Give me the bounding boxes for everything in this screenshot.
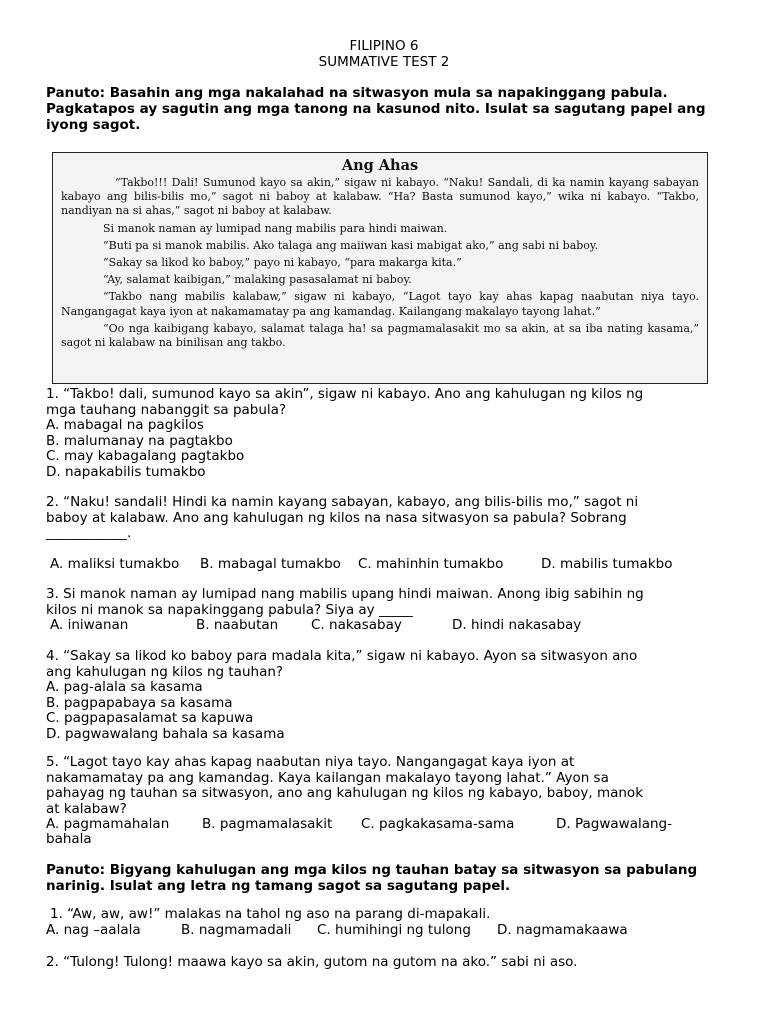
question-3 [46, 587, 726, 618]
answer-option-d: D. napakabilis tumakbo [46, 463, 206, 480]
story-paragraph: “Buti pa si manok mabilis. Ako talaga ang maiiwan kasi mabigat ako,” ang sabi ni baboy. [103, 238, 599, 252]
question-text: pahayag ng tauhan sa sitwasyon, ano ang kahulugan ng kilos ng kabayo, baboy, manok [46, 785, 644, 801]
answer-option-c: C. mahinhin tumakbo [358, 556, 504, 572]
question-text: 2. “Naku! sandali! Hindi ka namin kayang sabayan, kabayo, ang bilis-bilis mo,” sagot ni [46, 494, 639, 510]
story-title: Ang Ahas [341, 157, 419, 174]
answer-option-b: B. malumanay na pagtakbo [46, 432, 233, 449]
answer-option-b: B. nagmamadali [181, 922, 292, 938]
story-paragraph: “Takbo nang mabilis kalabaw,” sigaw ni kabayo, “Lagot tayo kay ahas kapag naabutan niya tayo. Nangangagat kaya iyon at nakamamatay pa ang kamandag. Kailangang makalayo tayong lahat.” [61, 290, 699, 318]
answer-option-b: B. pagmamalasakit [202, 816, 333, 832]
instructions-part2: Panuto: Bigyang kahulugan ang mga kilos ng tauhan batay sa sitwasyon sa pabulang narinig. Isulat ang letra ng tamang sagot sa sagutang papel. [46, 862, 698, 894]
answer-option-d-continued: bahala [46, 831, 92, 847]
answer-option-c: C. may kabagalang pagtakbo [46, 448, 245, 464]
test-title: SUMMATIVE TEST 2 [318, 54, 450, 70]
answer-option-d: D. Pagwawalang- [556, 816, 673, 832]
answer-option-c: C. nakasabay [311, 617, 402, 633]
answer-option-a: A. mabagal na pagkilos [46, 417, 204, 433]
question-5 [46, 755, 726, 817]
question-text: ____________. [46, 525, 132, 541]
answer-option-b: B. pagpapabaya sa kasama [46, 694, 233, 711]
part2-question-1: 1. “Aw, aw, aw!” malakas na tahol ng aso na parang di-mapakali. [50, 906, 491, 922]
subject-title: FILIPINO 6 [349, 38, 419, 54]
answer-option-a: A. pagmamahalan [46, 816, 170, 832]
question-text: 1. “Takbo! dali, sumunod kayo sa akin”, sigaw ni kabayo. Ano ang kahulugan ng kilos ng [46, 386, 644, 402]
question-text: 4. “Sakay sa likod ko baboy para madala kita,” sigaw ni kabayo. Ayon sa sitwasyon ano [46, 648, 638, 664]
question-text: at kalabaw? [46, 800, 127, 817]
question-4 [46, 649, 726, 742]
question-text: kilos ni manok sa napakinggang pabula? Siya ay _____ [46, 601, 413, 618]
question-text: mga tauhang nabanggit sa pabula? [46, 401, 287, 418]
answer-option-b: B. mabagal tumakbo [200, 556, 341, 572]
answer-option-d: D. pagwawalang bahala sa kasama [46, 725, 285, 742]
story-paragraph: “Oo nga kaibigang kabayo, salamat talaga ha! sa pagmamalasakit mo sa akin, at sa iba nating kasama,” sagot ni kalabaw na binilisan ang takbo. [61, 321, 699, 350]
story-paragraph: “Takbo!!! Dali! Sumunod kayo sa akin,” sigaw ni kabayo. “Naku! Sandali, di ka namin kayang sabayan kabayo ang bilis-bilis mo,” sagot ni baboy at kalabaw. “Ha? Basta sumunod kayo,” wika ni kabayo. “Takbo, nandiyan na si ahas,” sagot ni baboy at kalabaw. [61, 176, 699, 218]
story-paragraph: Si manok naman ay lumipad nang mabilis para hindi maiwan. [103, 221, 448, 235]
story-paragraph: “Sakay sa likod ko baboy,” payo ni kabayo, “para makarga kita.” [103, 256, 462, 270]
answer-option-a: A. iniwanan [50, 617, 129, 633]
answer-option-a: A. pag-alala sa kasama [46, 679, 203, 695]
story-paragraph: “Ay, salamat kaibigan,” malaking pasasalamat ni baboy. [103, 273, 412, 287]
answer-option-c: C. humihingi ng tulong [317, 922, 471, 938]
answer-option-a: A. nag –aalala [46, 922, 141, 938]
question-text: nakamamatay pa ang kamandag. Kaya kailangan makalayo tayong lahat.” Ayon sa [46, 769, 609, 786]
question-text: 3. Si manok naman ay lumipad nang mabilis upang hindi maiwan. Anong ibig sabihin ng [46, 586, 644, 602]
answer-option-b: B. naabutan [196, 617, 279, 633]
question-text: ang kahulugan ng kilos ng tauhan? [46, 663, 284, 680]
instructions-part1: Panuto: Basahin ang mga nakalahad na sitwasyon mula sa napakinggang pabula. Pagkatapos ay sagutin ang mga tanong na kasunod nito. Isulat sa sagutang papel ang iyong sagot. [46, 85, 706, 133]
answer-option-d: D. hindi nakasabay [452, 617, 582, 633]
part2-question-2: 2. “Tulong! Tulong! maawa kayo sa akin, gutom na gutom na ako.” sabi ni aso. [46, 954, 578, 970]
answer-option-a: A. maliksi tumakbo [50, 556, 180, 572]
answer-option-d: D. nagmamakaawa [497, 922, 628, 938]
question-2 [46, 495, 726, 542]
answer-option-d: D. mabilis tumakbo [541, 556, 673, 572]
question-text: baboy at kalabaw. Ano ang kahulugan ng kilos na nasa sitwasyon sa pabula? Sobrang [46, 509, 627, 526]
story-box [52, 152, 708, 384]
question-text: 5. “Lagot tayo kay ahas kapag naabutan niya tayo. Nangangagat kaya iyon at [46, 754, 575, 770]
question-1 [46, 387, 726, 480]
answer-option-c: C. pagpapasalamat sa kapuwa [46, 710, 254, 726]
answer-option-c: C. pagkakasama-sama [361, 816, 515, 832]
